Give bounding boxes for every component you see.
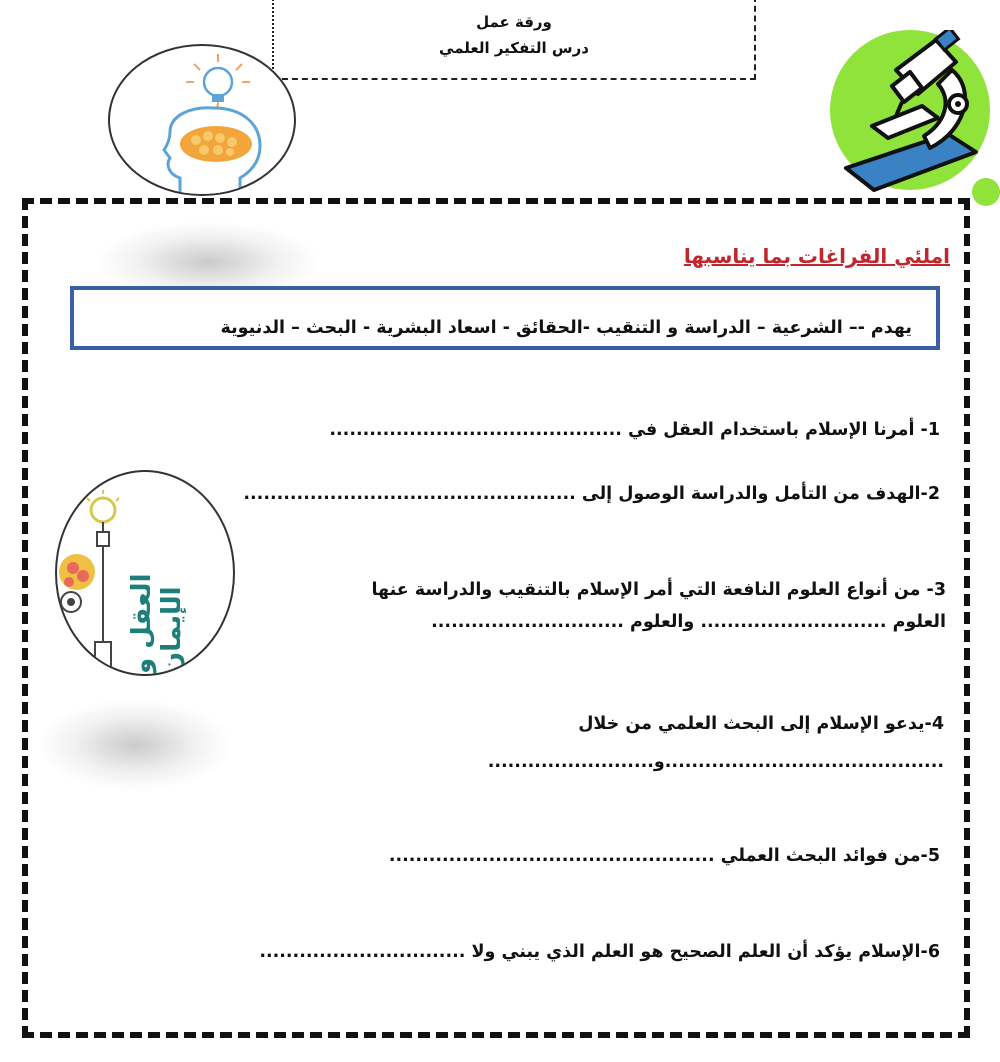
microscope-icon [826,30,1000,210]
worksheet-title: ورقة عمل [476,13,552,31]
lesson-title: درس التفكير العلمي [439,39,589,57]
question-4-line-2: ..........................................و......................... [487,752,944,772]
title-box [272,0,756,80]
instructions-heading: املئي الفراغات بما يناسبها [683,244,950,268]
mind-faith-logo-text: العقل و الإيمان [127,573,187,674]
question-6: 6-الإسلام يؤكد أن العلم الصحيح هو العلم الذي يبني ولا ............................... [259,942,940,962]
question-5: 5-من فوائد البحث العملي ................................................. [388,846,940,866]
question-3: 3- من أنواع العلوم النافعة التي أمر الإسلام بالتنقيب والدراسة عنها [371,580,946,600]
question-3-line-2: العلوم ............................ والعلوم ............................. [431,612,946,632]
lightbulb-brain-icon [110,46,296,196]
shadow-blob [40,700,230,790]
question-1: 1- أمرنا الإسلام باستخدام العقل في ............................................ [329,420,940,440]
lightbulb-brain-image [108,44,296,196]
question-4: 4-يدعو الإسلام إلى البحث العلمي من خلال [578,714,944,734]
mind-faith-image [55,470,235,676]
question-2: 2-الهدف من التأمل والدراسة الوصول إلى .................................................. [243,484,940,504]
word-bank-text: يهدم -– الشرعية – الدراسة و التنقيب -الحقائق - اسعاد البشرية - البحث – الدنيوية [220,318,912,338]
word-bank [70,286,940,350]
microscope-image [826,30,1000,210]
